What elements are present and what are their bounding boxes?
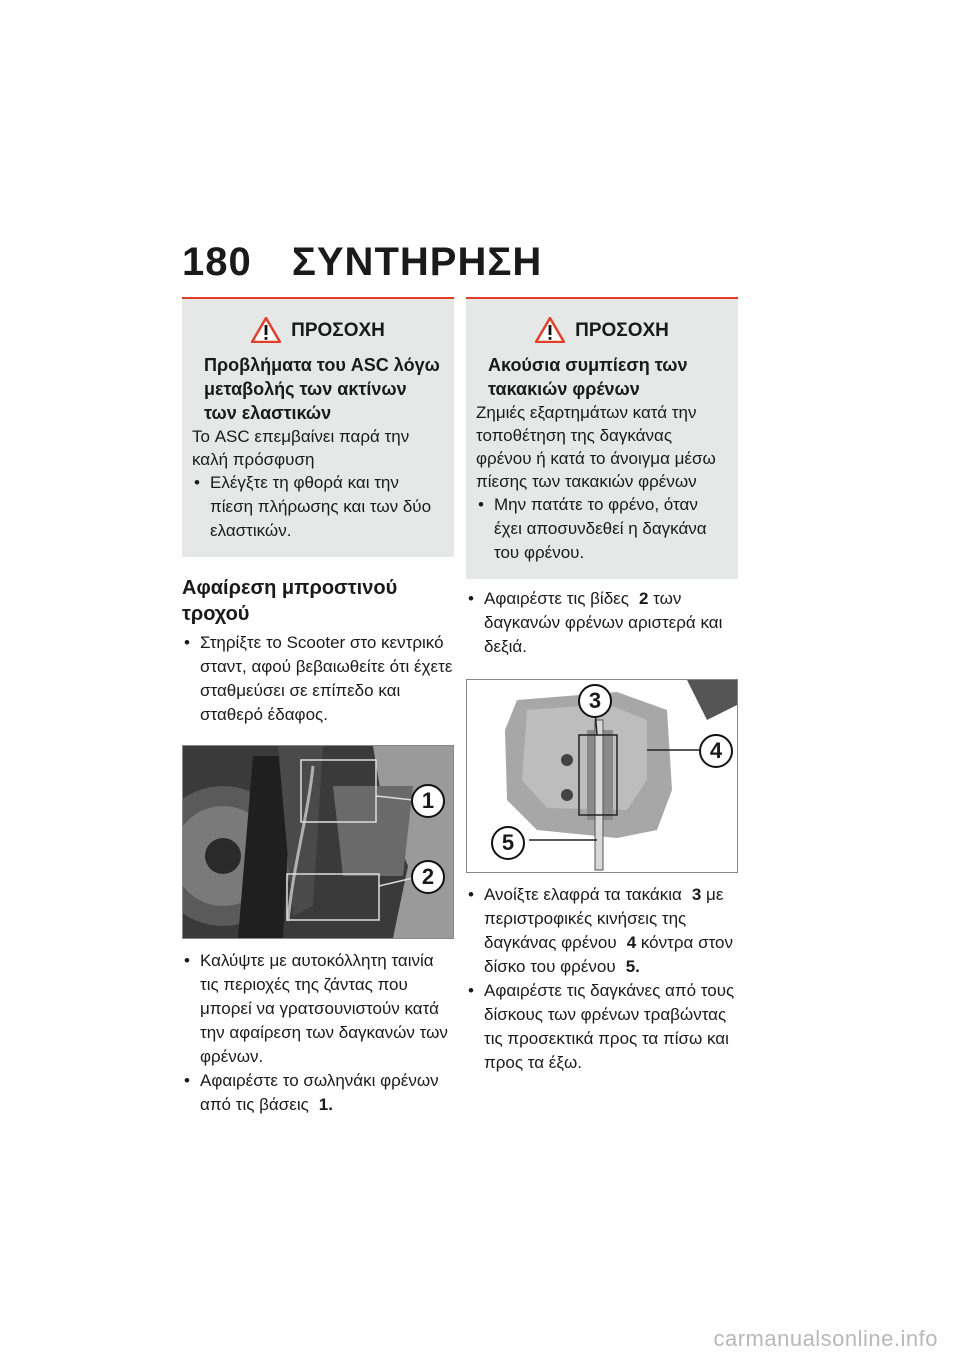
page-header	[182, 240, 542, 285]
callout-2: 2	[411, 860, 445, 894]
warning-bullet: • Μην πατάτε το φρένο, όταν έχει αποσυνδεθεί η δαγκάνα του φρένου.	[476, 493, 728, 565]
list-item: • Στηρίξτε το Scooter στο κεντρικό σταντ, αφού βεβαιωθείτε ότι έχετε σταθμεύσει σε επίπεδο και σταθερό έδαφος.	[182, 631, 454, 727]
ref-3: 3	[691, 885, 702, 904]
right-column	[466, 297, 738, 1075]
warning-title: Ακούσια συμπίεση των τακακιών φρένων	[488, 355, 688, 399]
list-item: • Αφαιρέστε το σωληνάκι φρένων από τις βάσεις 1.	[182, 1069, 454, 1117]
front-wheel-photo	[182, 745, 454, 939]
chapter-title: ΣΥΝΤΗΡΗΣΗ	[291, 240, 543, 284]
warning-title: Προβλήματα του ASC λόγω μεταβολής των ακτίνων των ελαστικών	[204, 355, 440, 423]
ref-1: 1.	[318, 1095, 333, 1114]
ref-4: 4	[626, 933, 637, 952]
page-number: 180	[182, 240, 252, 284]
warning-text: Ζημιές εξαρτημάτων κατά την τοποθέτηση της δαγκάνας φρένου ή κατά το άνοιγμα μέσω πίεσης των τακακιών φρένων	[476, 403, 716, 491]
warning-triangle-icon	[535, 317, 565, 343]
list-item: • Ανοίξτε ελαφρά τα τακάκια 3 με περιστροφικές κινήσεις της δαγκάνας φρένου 4 κόντρα στον δίσκο του φρένου 5.	[466, 883, 738, 979]
warning-bullet: • Ελέγξτε τη φθορά και την πίεση πλήρωσης και των δύο ελαστικών.	[192, 471, 444, 543]
callout-5: 5	[491, 826, 525, 860]
list-item: • Αφαιρέστε τις δαγκάνες από τους δίσκους των φρένων τραβώντας τις προσεκτικά προς τα πίσω και προς τα έξω.	[466, 979, 738, 1075]
warning-box-brake-pads	[466, 297, 738, 579]
watermark: carmanualsonline.info	[713, 1326, 938, 1351]
callout-3: 3	[578, 684, 612, 718]
brake-caliper-photo	[466, 679, 738, 873]
warning-box-asc	[182, 297, 454, 557]
list-item: • Καλύψτε με αυτοκόλλητη ταινία τις περιοχές της ζάντας που μπορεί να γρατσουνιστούν κατά την αφαίρεση των δαγκανών των φρένων.	[182, 949, 454, 1069]
section-title: Αφαίρεση μπροστινού τροχού	[182, 577, 398, 625]
fork-brake-line-illustration	[183, 746, 453, 938]
list-item: • Αφαιρέστε τις βίδες 2 των δαγκανών φρένων αριστερά και δεξιά.	[466, 587, 738, 659]
callout-4: 4	[699, 734, 733, 768]
warning-text: Το ASC επεμβαίνει παρά την καλή πρόσφυση	[192, 427, 410, 469]
warning-heading: ΠΡΟΣΟΧΗ	[192, 317, 444, 343]
warning-heading: ΠΡΟΣΟΧΗ	[476, 317, 728, 343]
callout-1: 1	[411, 784, 445, 818]
ref-5: 5.	[625, 957, 640, 976]
warning-triangle-icon	[251, 317, 281, 343]
left-column	[182, 297, 454, 1117]
ref-2: 2	[638, 589, 649, 608]
